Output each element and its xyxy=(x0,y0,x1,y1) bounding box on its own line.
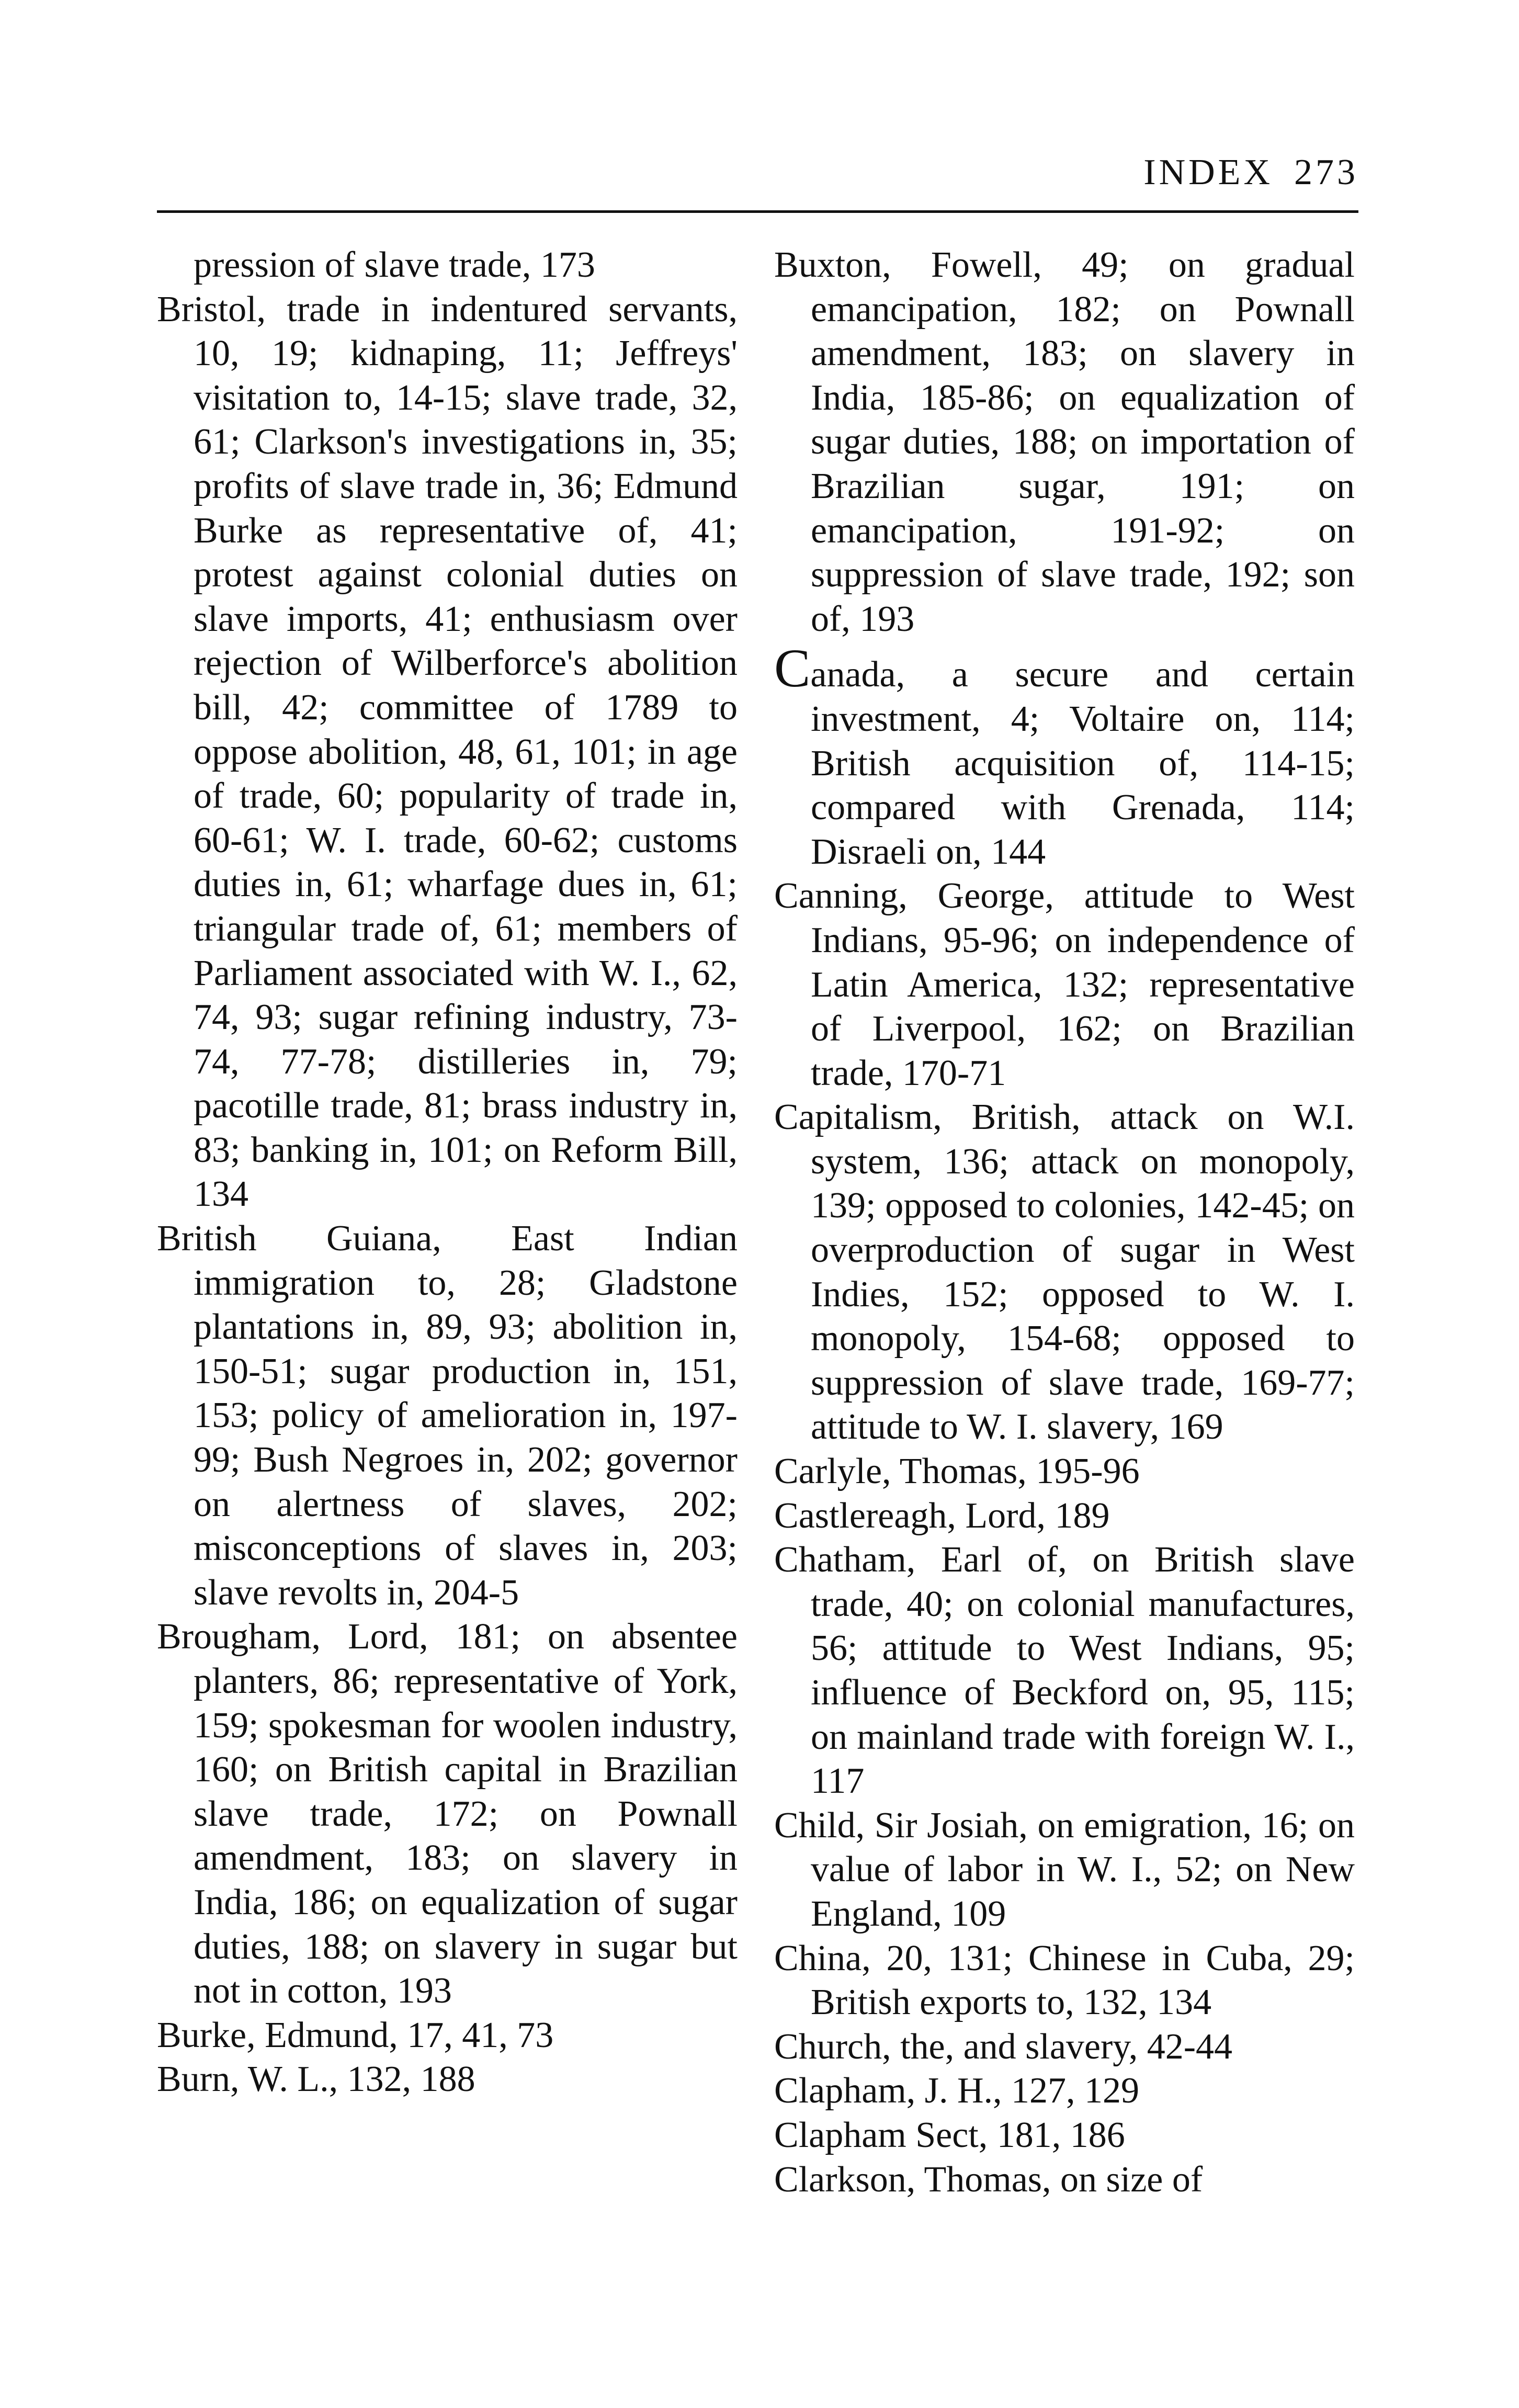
index-entry-canada xyxy=(774,638,1355,874)
index-entry-burn: Burn, W. L., 132, 188 xyxy=(157,2059,475,2100)
running-head-title: INDEX xyxy=(1143,152,1273,193)
index-entry-clapham: Clapham, J. H., 127, 129 xyxy=(774,2071,1140,2111)
index-entry-british-guiana: British Guiana, East Indian immigration to, 28; Gladstone plantations in, 89, 93; abolition in, 150-51; sugar production in, 151, 153; policy of amelioration in, 197-99; Bush Negroes in, 202; governor on alertness of slaves, 202; misconceptions of slaves in, 203; slave revolts in, 204-5 xyxy=(157,1218,738,1613)
index-entry-clapham-sect: Clapham Sect, 181, 186 xyxy=(774,2115,1125,2155)
index-entry-brougham: Brougham, Lord, 181; on absentee planters, 86; representative of York, 159; spokesman for woolen industry, 160; on British capital in Brazilian slave trade, 172; on Pownall amendment, 183; on slavery in India, 186; on equalization of sugar duties, 188; on slavery in sugar but not in cotton, 193 xyxy=(157,1616,738,2011)
index-entry-church: Church, the, and slavery, 42-44 xyxy=(774,2026,1233,2067)
index-entry-canada-text: anada, a secure and certain investment, 4; Voltaire on, 114; British acquisition of, 114-15; compared with Grenada, 114; Disraeli on, 144 xyxy=(810,654,1355,872)
index-entry-chatham: Chatham, Earl of, on British slave trade, 40; on colonial manufactures, 56; attitude to West Indians, 95; influence of Beckford on, 95, 115; on mainland trade with foreign W. I., 117 xyxy=(774,1540,1355,1802)
index-entry-castlereagh: Castlereagh, Lord, 189 xyxy=(774,1495,1110,1536)
index-entry-china: China, 20, 131; Chinese in Cuba, 29; British exports to, 132, 134 xyxy=(774,1938,1355,2023)
index-entry-continuation: pression of slave trade, 173 xyxy=(194,245,595,285)
index-entry-burke: Burke, Edmund, 17, 41, 73 xyxy=(157,2015,554,2055)
running-head xyxy=(1143,152,1358,194)
page-number: 273 xyxy=(1294,152,1358,193)
index-entry-carlyle: Carlyle, Thomas, 195-96 xyxy=(774,1451,1140,1492)
page-header xyxy=(157,152,1358,199)
index-column-left xyxy=(157,243,738,2102)
index-entry-buxton: Buxton, Fowell, 49; on gradual emancipation, 182; on Pownall amendment, 183; on slavery in India, 185-86; on equalization of sugar duties, 188; on importation of Brazilian sugar, 191; on emancipation, 191-92; on suppression of slave trade, 192; son of, 193 xyxy=(774,245,1355,639)
section-initial-c: C xyxy=(774,638,811,699)
index-entry-bristol: Bristol, trade in indentured servants, 10, 19; kidnaping, 11; Jeffreys' visitation to, 14-15; slave trade, 32, 61; Clarkson's investigations in, 35; profits of slave trade in, 36; Edmund Burke as representative of, 41; protest against colonial duties on slave imports, 41; enthusiasm over rejection of Wilberforce's abolition bill, 42; committee of 1789 to oppose abolition, 48, 61, 101; in age of trade, 60; popularity of trade in, 60-61; W. I. trade, 60-62; customs duties in, 61; wharfage dues in, 61; triangular trade of, 61; members of Parliament associated with W. I., 62, 74, 93; sugar refining industry, 73-74, 77-78; distilleries in, 79; pacotille trade, 81; brass industry in, 83; banking in, 101; on Reform Bill, 134 xyxy=(157,289,738,1215)
header-rule xyxy=(157,210,1358,213)
index-column-right xyxy=(774,243,1355,2202)
index-entry-canning: Canning, George, attitude to West Indians, 95-96; on independence of Latin America, 132; representative of Liverpool, 162; on Brazilian trade, 170-71 xyxy=(774,876,1355,1093)
index-entry-clarkson: Clarkson, Thomas, on size of xyxy=(774,2159,1203,2200)
index-entry-child: Child, Sir Josiah, on emigration, 16; on value of labor in W. I., 52; on New England, 109 xyxy=(774,1805,1355,1934)
index-entry-capitalism: Capitalism, British, attack on W.I. system, 136; attack on monopoly, 139; opposed to colonies, 142-45; on overproduction of sugar in West Indies, 152; opposed to W. I. monopoly, 154-68; opposed to suppression of slave trade, 169-77; attitude to W. I. slavery, 169 xyxy=(774,1097,1355,1448)
